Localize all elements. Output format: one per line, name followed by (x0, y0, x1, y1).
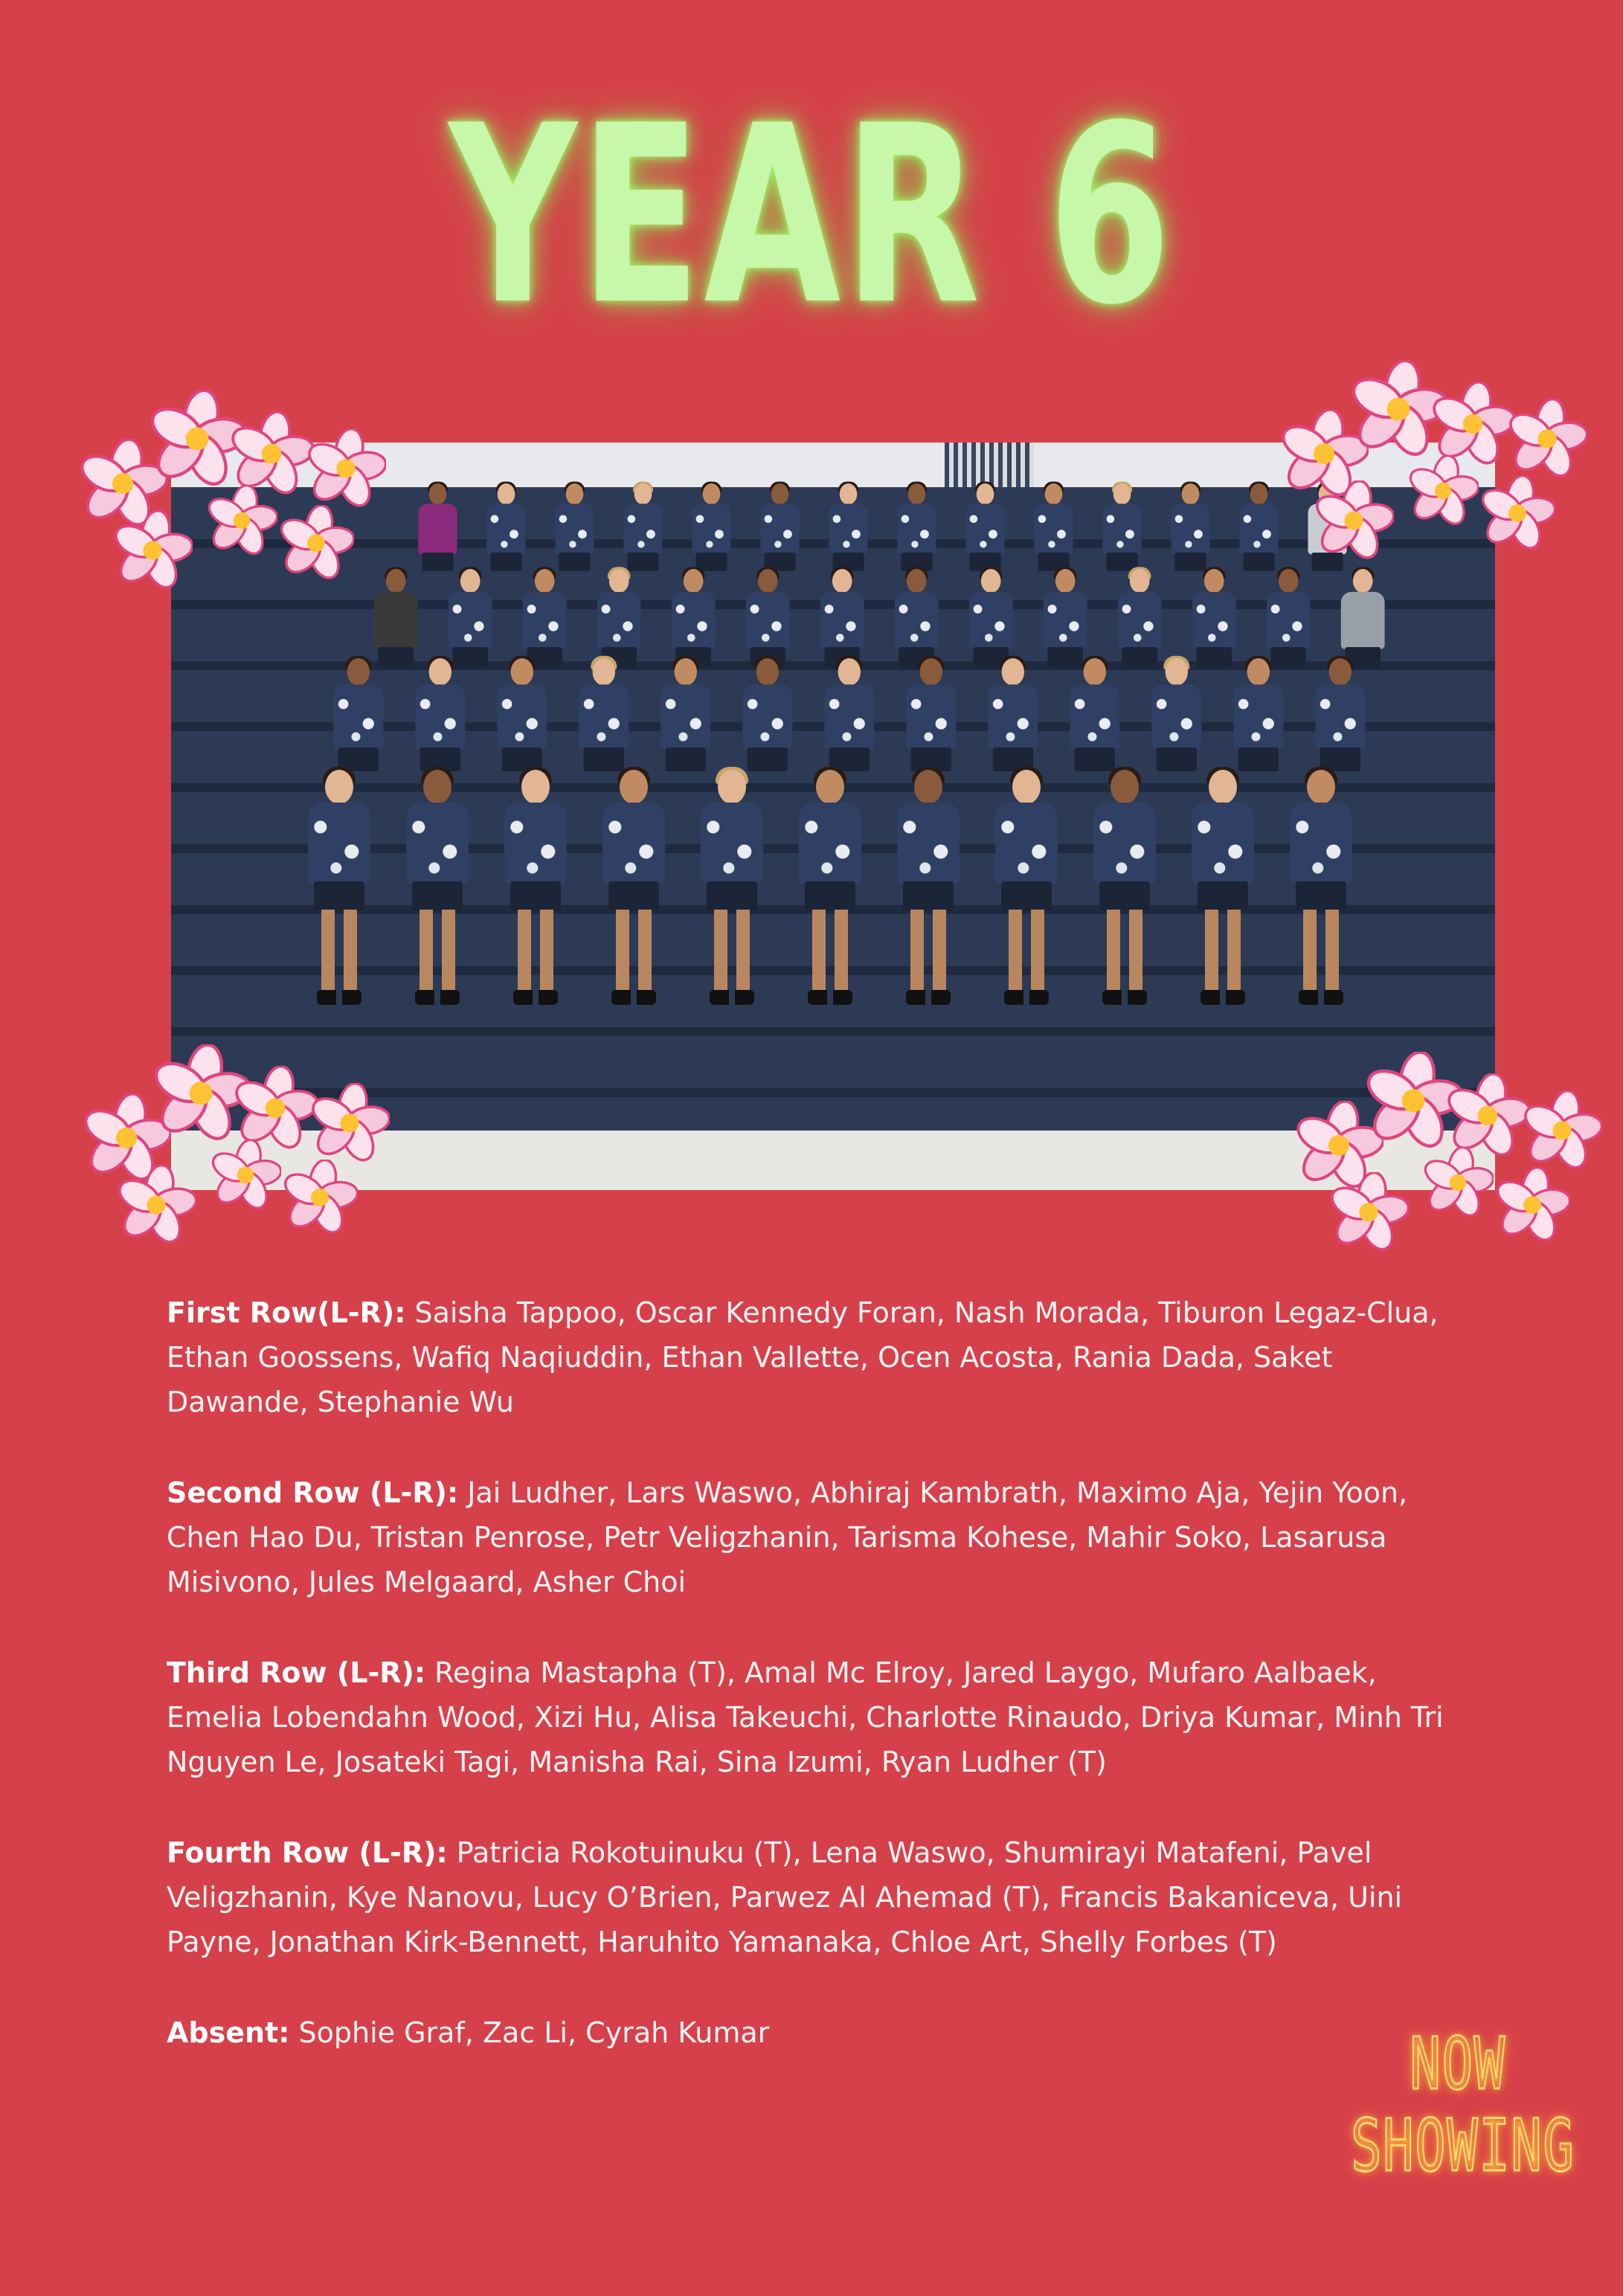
person-shorts (903, 881, 954, 911)
frangipani-flower-icon (116, 1165, 196, 1245)
person-shorts (510, 881, 561, 911)
person-shorts (584, 747, 624, 771)
person-shoes (611, 990, 656, 1005)
person-shirt (1192, 592, 1236, 649)
person-shirt (1118, 592, 1162, 649)
person-head (1247, 658, 1270, 686)
person-legs (420, 910, 455, 991)
person-shirt (820, 592, 864, 649)
person-shirt (895, 592, 939, 649)
caption-fourth-row (167, 1830, 1476, 1964)
person-head (325, 770, 353, 804)
person-shirt (497, 684, 547, 750)
frangipani-flower-icon (1494, 1167, 1570, 1243)
person-shorts (1198, 881, 1248, 911)
person-head (981, 569, 1001, 593)
person-shirt (1290, 803, 1352, 884)
person-shirt (661, 684, 710, 750)
caption-list (167, 1290, 1476, 2101)
person-head (1111, 770, 1139, 804)
person-head (758, 569, 778, 593)
person-head (840, 483, 858, 505)
frangipani-flower-icon (306, 428, 386, 509)
person-head (1045, 483, 1063, 505)
person-head (460, 569, 481, 593)
caption-label: Fourth Row (L-R): (167, 1836, 448, 1869)
caption-names: Saisha Tappoo, Oscar Kennedy Foran, Nash Morada, Tiburon Legaz-Clua, Ethan Goossens, Wafiq Naqiuddin, Ethan Vallette, Ocen Acosta, Rania Dada, Saket Dawande, Stephanie Wu (167, 1296, 1439, 1418)
person-head (718, 770, 746, 804)
person-head (756, 658, 779, 686)
person-shorts (378, 647, 414, 668)
person-head (1084, 658, 1106, 686)
person-shorts (1196, 647, 1232, 668)
person-shirt (308, 803, 370, 884)
person-shirt (1341, 592, 1385, 649)
person-shirt (1267, 592, 1311, 649)
person-shirt (486, 504, 525, 554)
caption-label: Third Row (L-R): (167, 1656, 426, 1689)
caption-names: Sophie Graf, Zac Li, Cyrah Kumar (298, 2016, 770, 2049)
person-legs (616, 910, 652, 991)
photo-person (1090, 770, 1159, 1008)
frangipani-flower-icon (112, 510, 193, 591)
person-head (498, 483, 515, 505)
person-head (832, 569, 852, 593)
person-head (684, 569, 704, 593)
person-head (1307, 770, 1335, 804)
person-head (838, 658, 861, 686)
person-shorts (559, 553, 590, 571)
person-shoes (317, 990, 361, 1005)
person-head (1130, 569, 1150, 593)
person-shorts (1174, 553, 1206, 571)
person-head (1329, 658, 1352, 686)
person-shirt (746, 592, 790, 649)
person-head (347, 658, 370, 686)
person-head (429, 658, 451, 686)
person-shirt (418, 504, 457, 554)
person-shirt (799, 803, 861, 884)
photo-person (403, 770, 472, 1008)
person-head (423, 770, 451, 804)
person-head (1012, 770, 1041, 804)
person-shirt (1151, 684, 1201, 750)
caption-label: Absent: (167, 2016, 290, 2049)
person-shirt (579, 684, 629, 750)
flower-cluster-top-left (78, 394, 405, 602)
person-shirt (523, 592, 567, 649)
person-shirt (995, 803, 1058, 884)
person-shorts (490, 553, 521, 571)
person-shirt (829, 504, 867, 554)
person-shirt (1070, 684, 1119, 750)
frangipani-flower-icon (1422, 1147, 1494, 1218)
person-shirt (504, 803, 567, 884)
person-shorts (608, 881, 659, 911)
person-legs (321, 910, 357, 991)
photo-person (305, 770, 373, 1008)
person-shirt (406, 803, 469, 884)
person-shirt (1192, 803, 1254, 884)
person-shorts (1243, 553, 1274, 571)
person-head (535, 569, 555, 593)
caption-third-row (167, 1650, 1476, 1784)
person-shirt (988, 684, 1038, 750)
frangipani-flower-icon (233, 1066, 318, 1151)
person-shorts (1122, 647, 1157, 668)
person-head (1182, 483, 1200, 505)
person-shirt (1034, 504, 1073, 554)
frangipani-flower-icon (278, 505, 354, 581)
caption-absent (167, 2010, 1476, 2055)
person-shirt (449, 592, 492, 649)
person-shorts (1001, 881, 1052, 911)
person-shirt (897, 803, 960, 884)
photo-person (600, 770, 668, 1008)
person-head (907, 569, 927, 593)
now-showing-badge (1351, 2022, 1575, 2187)
person-head (920, 658, 942, 686)
badge-line-1: NOW (1410, 2022, 1506, 2106)
photo-person (796, 770, 864, 1008)
caption-names: Regina Mastapha (T), Amal Mc Elroy, Jared Laygo, Mufaro Aalbaek, Emelia Lobendahn Wood, Xizi Hu, Alisa Takeuchi, Charlotte Rinaudo, Driya Kumar, Minh Tri Nguyen Le, Josateki Tagi, Manisha Rai, Sina Izumi, Ryan Ludher (T) (167, 1656, 1444, 1778)
person-head (703, 483, 721, 505)
person-head (511, 658, 533, 686)
person-head (914, 770, 942, 804)
person-head (1113, 483, 1131, 505)
frangipani-flower-icon (206, 485, 277, 556)
frangipani-flower-icon (1522, 1090, 1602, 1171)
person-shorts (412, 881, 463, 911)
photo-person (1287, 770, 1355, 1008)
page-title: YEAR 6 (449, 73, 1174, 358)
frangipani-flower-icon (1314, 480, 1394, 561)
person-head (566, 483, 584, 505)
person-legs (518, 910, 553, 991)
person-head (675, 658, 697, 686)
person-shorts (1099, 881, 1150, 911)
frangipani-flower-icon (1430, 382, 1515, 466)
person-shoes (1299, 990, 1343, 1005)
person-shorts (805, 881, 855, 911)
person-head (620, 770, 648, 804)
person-head (771, 483, 789, 505)
person-head (1209, 770, 1237, 804)
frangipani-flower-icon (1328, 1172, 1409, 1252)
person-shirt (555, 504, 594, 554)
person-head (429, 483, 447, 505)
person-legs (1107, 910, 1142, 991)
person-shirt (824, 684, 874, 750)
photo-person (1189, 770, 1257, 1008)
photo-person (698, 770, 766, 1008)
person-shorts (314, 881, 364, 911)
person-head (593, 658, 615, 686)
person-shorts (748, 747, 788, 771)
person-shirt (742, 684, 792, 750)
photo-person (501, 770, 570, 1008)
person-shoes (710, 990, 754, 1005)
person-shorts (707, 881, 757, 911)
person-shirt (1315, 684, 1365, 750)
flower-cluster-bottom-left (82, 1049, 409, 1257)
frangipani-flower-icon (210, 1139, 281, 1211)
person-head (816, 770, 844, 804)
person-shoes (906, 990, 951, 1005)
frangipani-flower-icon (309, 1083, 390, 1163)
frangipani-flower-icon (1445, 1073, 1530, 1158)
photo-person (894, 770, 962, 1008)
person-head (1166, 658, 1188, 686)
photo-person (992, 770, 1061, 1008)
caption-label: Second Row (L-R): (167, 1476, 459, 1509)
person-shirt (965, 504, 1004, 554)
frangipani-flower-icon (1507, 399, 1587, 479)
person-shirt (597, 592, 641, 649)
person-shirt (969, 592, 1013, 649)
person-head (1204, 569, 1224, 593)
person-shirt (415, 684, 465, 750)
person-head (1055, 569, 1076, 593)
caption-label: First Row(L-R): (167, 1296, 406, 1329)
person-shirt (1239, 504, 1278, 554)
person-shorts (627, 553, 658, 571)
person-shirt (672, 592, 716, 649)
flower-cluster-bottom-right (1294, 1056, 1622, 1264)
person-shoes (513, 990, 558, 1005)
person-shirt (1093, 803, 1156, 884)
person-shirt (1171, 504, 1209, 554)
person-shorts (1075, 747, 1115, 771)
caption-names: Patricia Rokotuinuku (T), Lena Waswo, Shumirayi Matafeni, Pavel Veligzhanin, Kye Nanovu, Lucy O’Brien, Parwez Al Ahemad (T), Francis Bakaniceva, Uini Payne, Jonathan Kirk-Bennett, Haruhito Yamanaka, Chloe Art, Shelly Forbes (T) (167, 1836, 1403, 1958)
person-shirt (692, 504, 730, 554)
frangipani-flower-icon (229, 411, 314, 496)
person-shoes (1201, 990, 1245, 1005)
person-shirt (333, 684, 383, 750)
person-legs (714, 910, 750, 991)
caption-second-row (167, 1470, 1476, 1604)
person-head (521, 770, 550, 804)
person-shoes (1102, 990, 1147, 1005)
person-shirt (1102, 504, 1141, 554)
person-head (1002, 658, 1024, 686)
person-legs (910, 910, 946, 991)
person-shorts (1157, 747, 1197, 771)
caption-names: Jai Ludher, Lars Waswo, Abhiraj Kambrath, Maximo Aja, Yejin Yoon, Chen Hao Du, Tristan Penrose, Petr Veligzhanin, Tarisma Kohese, Mahir Soko, Lasarusa Misivono, Jules Melgaard, Asher Choi (167, 1476, 1408, 1598)
person-shorts (1238, 747, 1279, 771)
person-shirt (1044, 592, 1087, 649)
person-head (609, 569, 629, 593)
person-legs (1205, 910, 1241, 991)
person-shirt (897, 504, 936, 554)
person-shorts (666, 747, 706, 771)
frangipani-flower-icon (282, 1160, 358, 1235)
frangipani-flower-icon (1479, 475, 1555, 551)
person-head (977, 483, 994, 505)
person-head (1250, 483, 1268, 505)
person-shoes (808, 990, 852, 1005)
badge-line-2: SHOWING (1351, 2104, 1575, 2187)
person-shorts (1296, 881, 1346, 911)
caption-first-row (167, 1290, 1476, 1424)
person-shoes (415, 990, 460, 1005)
person-shirt (602, 803, 665, 884)
person-legs (1009, 910, 1044, 991)
person-shirt (701, 803, 763, 884)
person-head (908, 483, 926, 505)
frangipani-flower-icon (1407, 455, 1479, 527)
person-head (634, 483, 652, 505)
person-shirt (760, 504, 799, 554)
person-legs (1303, 910, 1339, 991)
person-legs (812, 910, 848, 991)
person-shirt (906, 684, 956, 750)
person-shoes (1004, 990, 1049, 1005)
flower-cluster-top-right (1279, 364, 1607, 573)
person-shirt (623, 504, 662, 554)
person-shirt (1233, 684, 1283, 750)
person-shorts (422, 553, 453, 571)
